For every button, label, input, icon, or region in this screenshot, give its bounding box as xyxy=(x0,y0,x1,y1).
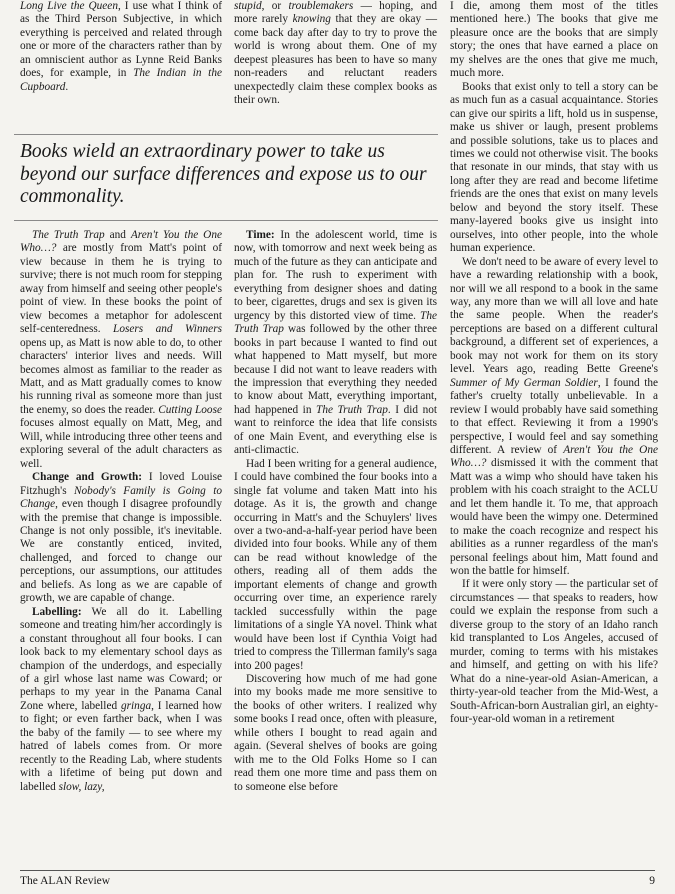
paragraph xyxy=(450,81,658,256)
text-run: , even though I disagree profoundly with the premise that change is impossible. Change is not only possible, it's inevitable. We are constantly enticed, invited, challenged, and forced to change our perceptions, our assumptions, our attitudes and beliefs. As long as we are capable of growth, we are capable of change. xyxy=(20,498,222,605)
text-run: I die, among them most of the titles mentioned here.) The books that give me pleasure once are the books that are simply story; the ones that have earned a place on my shelves are the ones that give me much, much more. xyxy=(450,0,658,80)
column-right xyxy=(450,0,658,726)
text-run: We don't need to be aware of every level to have a rewarding relationship with a book, nor will we all respond to a book in the same way, any more than we will all love and hate the same people. When the reader's perceptions are based on a different cultural background, a different set of experiences, a book may not work for them on its story level. Years ago, reading Bette Greene's xyxy=(450,255,658,376)
text-run: The Indian in the Cupboard xyxy=(20,67,222,93)
text-run: was followed by the other three books in part because I wanted to find out what happened to Matt myself, but more because I did not want to leave readers with the impression that everything they needed to know about Matt, everything important, had happened in xyxy=(234,323,437,416)
text-run: Cutting Loose xyxy=(158,403,222,416)
text-run: In the adolescent world, time is now, with tomorrow and next week being as much of the future as they can anticipate and plan for. The rush to experiment with everything from designer shoes and dating to beer, cigarettes, drugs and sex is given its urgency by this distorted view of time. xyxy=(234,229,437,322)
text-run: focuses almost equally on Matt, Meg, and Will, while introducing three other teens and exploring several of the adult characters as well. xyxy=(20,417,222,470)
text-run: . I did not want to reinforce the idea that life consists of one Main Event, and everything else is anti-climactic. xyxy=(234,403,438,457)
paragraph xyxy=(234,0,437,108)
text-run: Discovering how much of me had gone into my books made me more sensitive to the books of other writers. I realized why some books I read once, often with pleasure, while others I bought to read again and again. (Several shelves of books are going with me to the Old Folks Home so I can read them one more time and pass them on to someone else before xyxy=(234,672,437,793)
text-run: knowing xyxy=(292,13,331,26)
paragraph xyxy=(20,606,222,794)
text-run: Books that exist only to tell a story can be as much fun as a casual acquaintance. Stories can give our spirits a lift, hold us in suspense, make us shiver or laugh, present problems and possible solutions, take us to places and times we could not otherwise visit. The books that resonate in our minds, that stay with us long after they are read and become lifetime friends are the ones that exist on many levels below and beyond the story itself. These many-layered books give us insight into ourselves, into other people, into the whole human experience. xyxy=(450,80,658,255)
text-run: I loved Louise Fitzhugh's xyxy=(20,471,222,497)
pull-quote-rule-top xyxy=(14,134,438,135)
text-run: The Truth Trap xyxy=(32,229,105,241)
text-run: The Truth Trap xyxy=(234,309,437,336)
paragraph xyxy=(450,578,658,726)
text-run: Nobody's Family is Going to Change xyxy=(20,484,222,511)
text-run: opens up, as Matt is now able to do, to other characters' interior lives and needs. Will becomes almost as familiar to the reader as Matt, and as Matt gradually comes to know his running rival as someone more than just the enemy, so does the reader. xyxy=(20,336,222,416)
page-number: 9 xyxy=(649,875,655,887)
paragraph xyxy=(20,229,222,471)
column-middle-top xyxy=(234,0,437,108)
paragraph xyxy=(20,471,222,606)
text-run: dismissed it with the comment that Matt was a wimp who should have taken his problem with his coach straight to the ACLU and let them handle it. To me, that approach would have been the wimpy one. Determined to make the coach recognize and respect his abilities as a runner regardless of the man's personal feelings about him, Matt found and won the battle for himself. xyxy=(450,457,658,578)
paragraph xyxy=(450,0,658,81)
text-run: If it were only story — the particular set of circumstances — that speaks to readers, how could we explain the response from such a diverse group to the story of an Idaho ranch kid transplanted to Los Angeles, accused of murder, coming to terms with his mistakes and himself, and getting on with his life? What do a nine-year-old Asian-American, a thirty-year-old teacher from the Mid-West, a South-African-born Australian girl, an eighty-four-year-old woman in a retirement xyxy=(450,578,658,726)
text-run: — hoping, and more rarely xyxy=(234,0,437,26)
text-run: Had I been writing for a general audience, I could have combined the four books into a single fat volume and taken Matt into his dotage. As it is, the growth and change occurring in Matt's and the Schuylers' lives over a two-and-a-half-year period have been divided into four books. While any of them can be read without knowledge of the others, reading all of them adds the important elements of change and growth occurring over time, an experience rarely tackled successfully within the page limitations of a single YA novel. Think what would have been lost if Cynthia Voigt had tried to compress the Tillerman family's saga into 200 pages! xyxy=(234,457,437,672)
paragraph xyxy=(234,229,437,458)
text-run: The Truth Trap xyxy=(316,403,388,416)
paragraph xyxy=(234,458,437,673)
text-run: Losers and Winners xyxy=(113,323,222,336)
text-run: stupid xyxy=(234,0,262,12)
column-middle-bottom xyxy=(234,229,437,794)
pull-quote-rule-bottom xyxy=(14,220,438,221)
text-run: We all do it. Labelling someone and treating him/her accordingly is a constant throughout all four books. I can look back to my elementary school days as champion of the underdogs, and especially of a girl whose last name was Coward; or perhaps to my year in the Panama Canal Zone where, labelled xyxy=(20,605,222,712)
text-run: gringa xyxy=(120,699,152,712)
text-run: Time: xyxy=(246,229,275,241)
column-left-bottom xyxy=(20,229,222,794)
journal-name: The ALAN Review xyxy=(20,875,111,887)
text-run: Long Live the Queen xyxy=(20,0,118,12)
text-run: Labelling: xyxy=(32,605,82,618)
text-run: Aren't You the One Who…? xyxy=(450,443,658,470)
page-footer xyxy=(20,870,655,889)
text-run: . xyxy=(65,80,69,93)
text-run: troublemakers xyxy=(288,0,354,12)
pull-quote: Books wield an extraordinary power to take us beyond our surface differences and expose us to our commonality. xyxy=(20,141,427,207)
text-run: Change and Growth: xyxy=(32,471,143,484)
text-run: Summer of My German Soldier xyxy=(450,376,598,389)
paragraph xyxy=(20,0,222,94)
text-run: are mostly from Matt's point of view because in them he is trying to survive; there is not much room for stepping away from himself and seeing other people's point of view. In these books the point of view becomes a metaphor for adolescent self-centeredness. xyxy=(20,242,222,336)
column-left-top xyxy=(20,0,222,94)
text-run: , or xyxy=(261,0,289,12)
paragraph xyxy=(450,256,658,579)
text-run: slow, lazy, xyxy=(58,780,105,793)
text-run: , I found the father's cruelty totally unbelievable. In a review I would probably have said something to that effect. Reviewing it from a 1990's perspective, I would feel and say something different. A review of xyxy=(450,376,658,456)
text-run: Aren't You the One Who…? xyxy=(20,229,223,255)
text-run: , I use what I think of as the Third Person Subjective, in which everything is perceived and related through one or more of the characters rather than by an omniscient author as Lynne Reid Banks does, for example, in xyxy=(20,0,223,80)
text-run: , I learned how to fight; or even farther back, when I was the baby of the family — to see where my hatred of labels comes from. Or more recently to the Reading Lab, where students with a lifetime of being put down and labelled xyxy=(20,699,222,793)
text-run: and xyxy=(104,229,131,241)
paragraph xyxy=(234,673,437,794)
text-run: that they are okay — come back day after day to try to prove the world is wrong about them. One of my deepest pleasures has been to have so many non-readers and reluctant readers unexpectedly claim these complex books as their own. xyxy=(234,13,438,107)
